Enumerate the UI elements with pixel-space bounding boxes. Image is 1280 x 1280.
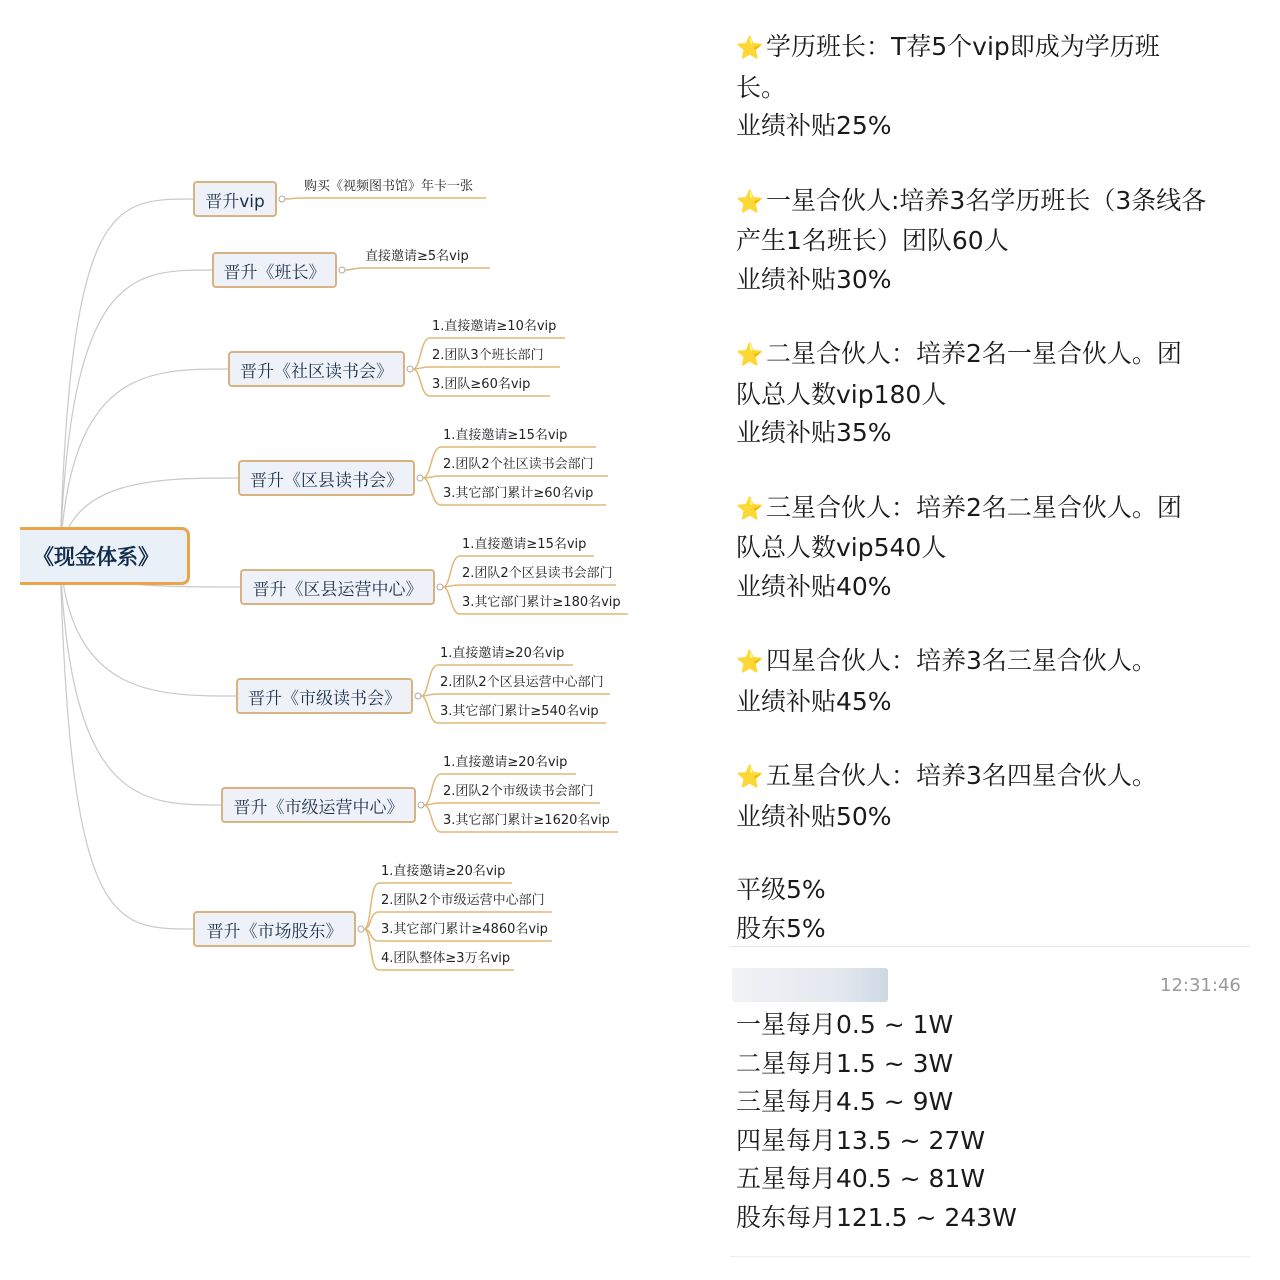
level-subsidy: 业绩补贴45% (736, 686, 892, 716)
leaf-shareholder-3: 3.其它部门累计≥4860名vip (381, 922, 548, 937)
message-divider (730, 946, 1250, 947)
leaf-county-club-1: 1.直接邀请≥15名vip (443, 428, 568, 443)
branch-city-club: 晋升《市级读书会》 (236, 678, 413, 714)
leaf-county-club-2: 2.团队2个社区读书会部门 (443, 457, 594, 472)
level-subsidy: 业绩补贴50% (736, 801, 892, 831)
income-item: 四星每月13.5 ~ 27W (736, 1125, 986, 1155)
level-block (736, 489, 1256, 607)
mindmap-root (20, 527, 190, 585)
node-junction (279, 196, 285, 202)
leaf-county-center-2: 2.团队2个区县读书会部门 (462, 566, 613, 581)
income-item: 三星每月4.5 ~ 9W (736, 1087, 954, 1117)
star-icon: ⭐ (736, 36, 764, 61)
leaf-county-center-1: 1.直接邀请≥15名vip (462, 537, 587, 552)
level-line: 一星合伙人:培养3名学历班长（3条线各 (766, 185, 1207, 215)
level-line: 三星合伙人：培养2名二星合伙人。团 (766, 492, 1182, 522)
income-item: 股东每月121.5 ~ 243W (736, 1202, 1017, 1232)
root-label: 《现金体系》 (33, 545, 159, 569)
leaf-city-club-3: 3.其它部门累计≥540名vip (440, 704, 599, 719)
node-junction (339, 267, 345, 273)
leaf-shareholder-1: 1.直接邀请≥20名vip (381, 864, 506, 879)
level-line: 五星合伙人：培养3名四星合伙人。 (766, 761, 1157, 790)
star-icon: ⭐ (736, 496, 764, 522)
chat-message-levels (736, 28, 1256, 948)
connector-line (285, 198, 486, 199)
node-junction (418, 802, 424, 808)
connector-line (421, 694, 610, 696)
branch-vip: 晋升vip (193, 181, 277, 217)
leaf-community-2: 2.团队3个班长部门 (432, 348, 544, 363)
leaf-monitor-1: 直接邀请≥5名vip (365, 249, 469, 264)
node-junction (417, 475, 423, 481)
star-icon: ⭐ (736, 343, 764, 368)
leaf-county-club-3: 3.其它部门累计≥60名vip (443, 486, 594, 501)
node-junction (437, 584, 443, 590)
leaf-shareholder-4: 4.团队整体≥3万名vip (381, 951, 511, 966)
node-junction (415, 693, 421, 699)
star-icon: ⭐ (736, 765, 764, 790)
star-icon: ⭐ (736, 189, 764, 215)
connector-line (345, 268, 490, 270)
leaf-county-center-3: 3.其它部门累计≥180名vip (462, 595, 621, 610)
connector-line (443, 585, 616, 587)
level-line: 产生1名班长）团队60人 (736, 226, 1009, 255)
level-line: 学历班长：T荐5个vip即成为学历班 (766, 32, 1160, 61)
connector-line (423, 476, 608, 478)
leaf-city-club-1: 1.直接邀请≥20名vip (440, 646, 565, 661)
leaf-city-center-3: 3.其它部门累计≥1620名vip (443, 813, 610, 828)
income-item: 二星每月1.5 ~ 3W (736, 1048, 954, 1078)
leaf-city-center-1: 1.直接邀请≥20名vip (443, 755, 568, 770)
level-line: 二星合伙人：培养2名一星合伙人。团 (766, 339, 1182, 368)
income-item: 五星每月40.5 ~ 81W (736, 1164, 986, 1194)
level-subsidy: 业绩补贴35% (736, 418, 892, 447)
level-subsidy: 业绩补贴25% (736, 111, 892, 140)
leaf-vip-1: 购买《视频图书馆》年卡一张 (304, 179, 474, 194)
branch-shareholder: 晋升《市场股东》 (193, 911, 356, 947)
peer-bonus: 平级5% (736, 875, 826, 904)
level-block (736, 182, 1256, 300)
connector-line (60, 556, 193, 929)
leaf-community-3: 3.团队≥60名vip (432, 377, 531, 392)
branch-county-club: 晋升《区县读书会》 (238, 460, 415, 496)
node-junction (407, 366, 413, 372)
level-line: 长。 (736, 72, 787, 102)
connector-line (60, 556, 221, 805)
leaf-city-center-2: 2.团队2个市级读书会部门 (443, 784, 594, 799)
level-block (736, 642, 1256, 721)
connector-line (60, 270, 212, 556)
branch-community-club: 晋升《社区读书会》 (228, 351, 405, 387)
level-subsidy: 业绩补贴30% (736, 264, 892, 294)
level-block (736, 28, 1256, 146)
node-junction (358, 926, 364, 932)
message-timestamp: 12:31:46 (1160, 975, 1241, 996)
connector-line (424, 803, 600, 805)
leaf-city-club-2: 2.团队2个区县运营中心部门 (440, 675, 604, 690)
level-line: 队总人数vip180人 (736, 379, 947, 409)
branch-city-center: 晋升《市级运营中心》 (221, 787, 416, 823)
bottom-divider (730, 1256, 1250, 1257)
branch-county-center: 晋升《区县运营中心》 (240, 569, 435, 605)
branch-monitor: 晋升《班长》 (212, 252, 337, 288)
connector-line (413, 367, 560, 369)
level-block (736, 757, 1256, 836)
leaf-shareholder-2: 2.团队2个市级运营中心部门 (381, 893, 545, 908)
sender-name-blurred (732, 968, 888, 1002)
level-subsidy: 业绩补贴40% (736, 571, 892, 601)
star-icon: ⭐ (736, 650, 764, 675)
shareholder-bonus: 股东5% (736, 914, 826, 943)
level-line: 队总人数vip540人 (736, 533, 947, 562)
level-block (736, 335, 1256, 453)
income-item: 一星每月0.5 ~ 1W (736, 1010, 954, 1039)
income-list (736, 1006, 1017, 1238)
level-line: 四星合伙人：培养3名三星合伙人。 (766, 646, 1157, 675)
leaf-community-1: 1.直接邀请≥10名vip (432, 319, 557, 334)
